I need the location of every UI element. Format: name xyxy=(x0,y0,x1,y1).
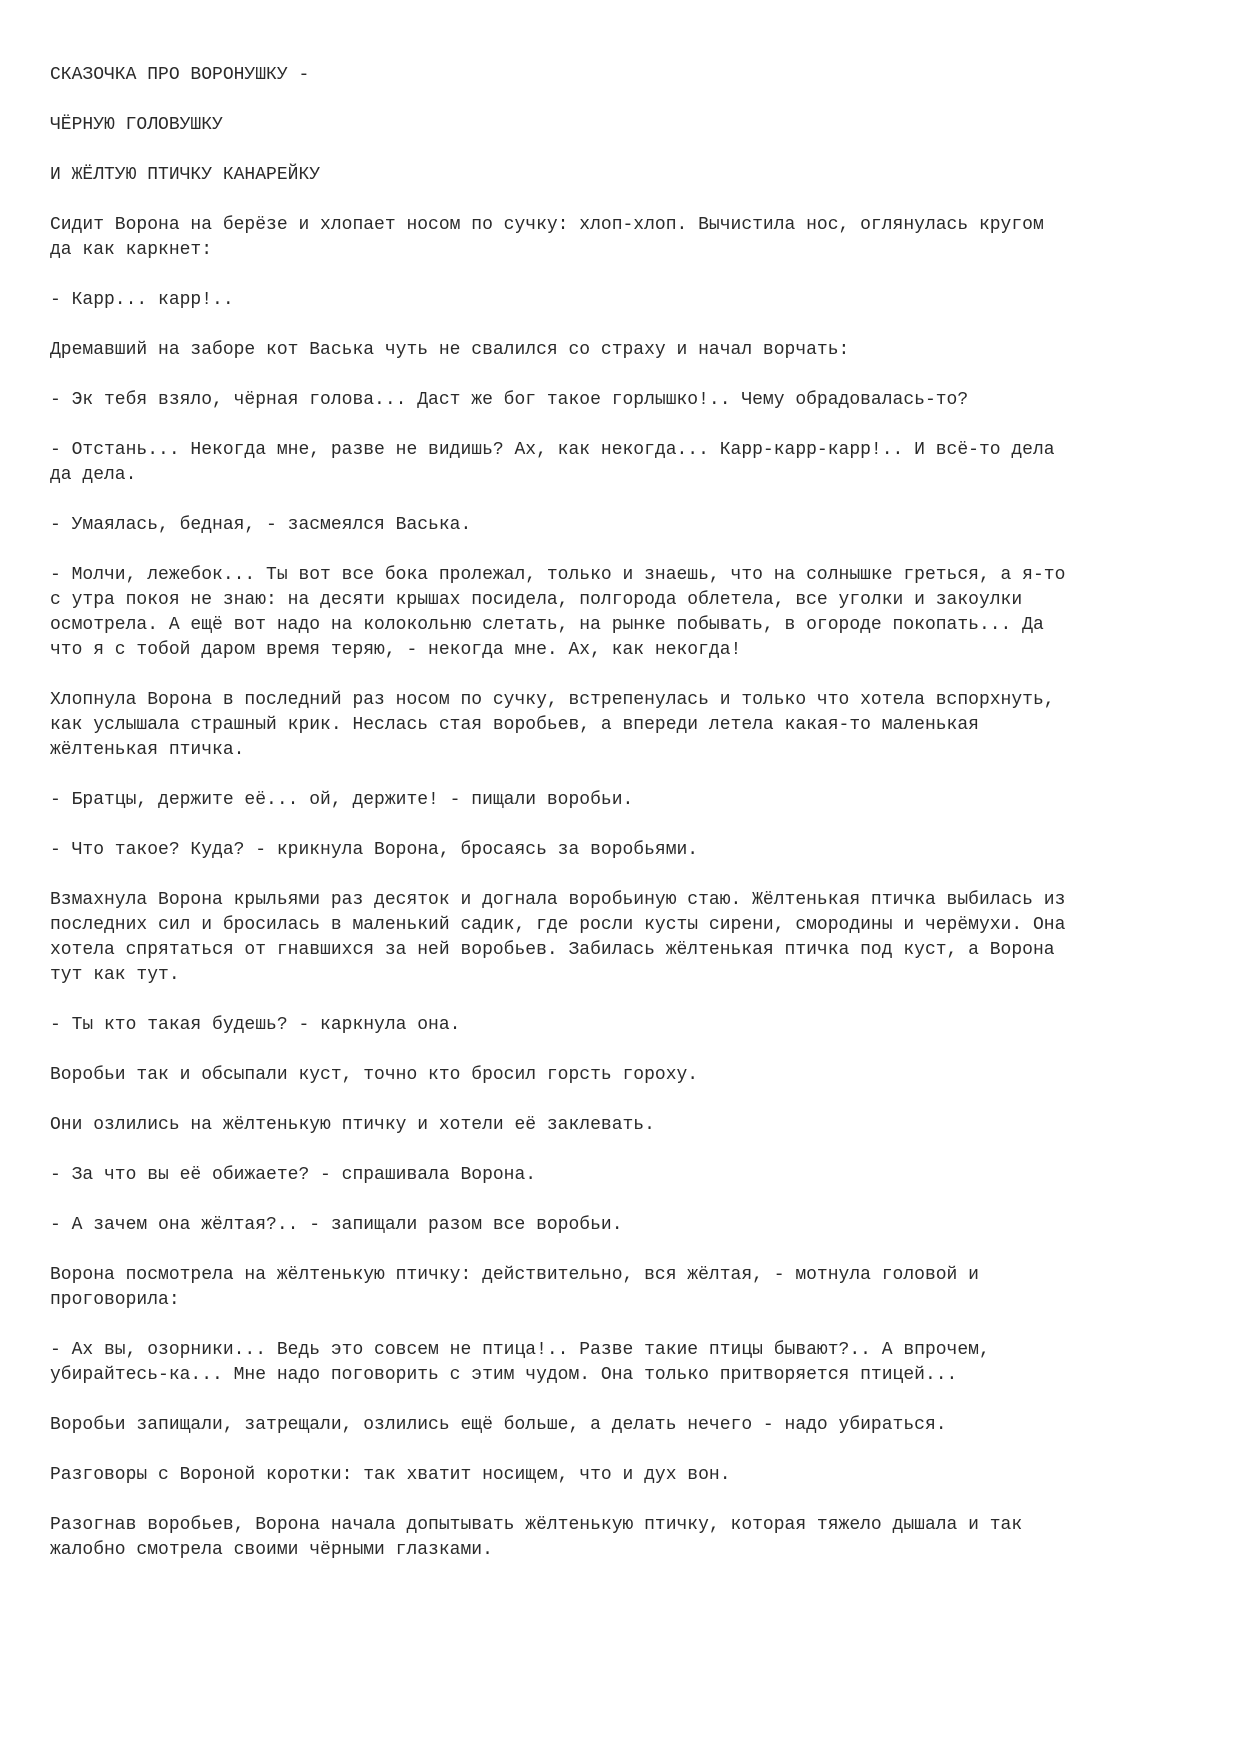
paragraph: - А зачем она жёлтая?.. - запищали разом все воробьи. xyxy=(50,1215,623,1235)
paragraph: - За что вы её обижаете? - спрашивала Ворона. xyxy=(50,1165,537,1185)
paragraph: Дремавший на заборе кот Васька чуть не свалился со страху и начал ворчать: xyxy=(50,340,850,360)
paragraph: Воробьи так и обсыпали куст, точно кто бросил горсть гороху. xyxy=(50,1065,699,1085)
paragraph: - Отстань... Некогда мне, разве не видишь? Ах, как некогда... Карр-карр-карр!.. И всё-то дела да дела. xyxy=(50,440,1055,485)
paragraph: - Что такое? Куда? - крикнула Ворона, бросаясь за воробьями. xyxy=(50,840,699,860)
paragraph: - Молчи, лежебок... Ты вот все бока пролежал, только и знаешь, что на солнышке греться, а я-то с утра покоя не знаю: на десяти крышах посидела, полгорода облетела, все уголки и закоулки осмотрела. А ещё вот надо на колокольню слетать, на рынке побывать, в огороде покопать... Да что я с тобой даром время теряю, - некогда мне. Ах, как некогда! xyxy=(50,565,1066,660)
paragraph: - Братцы, держите её... ой, держите! - пищали воробьи. xyxy=(50,790,634,810)
paragraph: Разогнав воробьев, Ворона начала допытывать жёлтенькую птичку, которая тяжело дышала и так жалобно смотрела своими чёрными глазками. xyxy=(50,1515,1023,1560)
paragraph: Воробьи запищали, затрещали, озлились ещё больше, а делать нечего - надо убираться. xyxy=(50,1415,947,1435)
title-line-3: И ЖЁЛТУЮ ПТИЧКУ КАНАРЕЙКУ xyxy=(50,165,321,185)
title-line-2: ЧЁРНУЮ ГОЛОВУШКУ xyxy=(50,115,223,135)
story-title xyxy=(50,63,1202,188)
paragraph: - Эк тебя взяло, чёрная голова... Даст же бог такое горлышко!.. Чему обрадовалась-то? xyxy=(50,390,969,410)
story-body xyxy=(50,213,1202,1563)
paragraph: Ворона посмотрела на жёлтенькую птичку: действительно, вся жёлтая, - мотнула головой и проговорила: xyxy=(50,1265,979,1310)
paragraph: Сидит Ворона на берёзе и хлопает носом по сучку: хлоп-хлоп. Вычистила нос, оглянулась кругом да как каркнет: xyxy=(50,215,1044,260)
paragraph: Хлопнула Ворона в последний раз носом по сучку, встрепенулась и только что хотела вспорхнуть, как услышала страшный крик. Неслась стая воробьев, а впереди летела какая-то маленькая жёлтенькая птичка. xyxy=(50,690,1055,760)
paragraph: - Ах вы, озорники... Ведь это совсем не птица!.. Разве такие птицы бывают?.. А впрочем, убирайтесь-ка... Мне надо поговорить с этим чудом. Она только притворяется птицей... xyxy=(50,1340,990,1385)
title-line-1: СКАЗОЧКА ПРО ВОРОНУШКУ - xyxy=(50,65,310,85)
paragraph: Взмахнула Ворона крыльями раз десяток и догнала воробьиную стаю. Жёлтенькая птичка выбилась из последних сил и бросилась в маленький садик, где росли кусты сирени, смородины и черёмухи. Она хотела спрятаться от гнавшихся за ней воробьев. Забилась жёлтенькая птичка под куст, а Ворона тут как тут. xyxy=(50,890,1066,985)
paragraph: Разговоры с Вороной коротки: так хватит носищем, что и дух вон. xyxy=(50,1465,731,1485)
paragraph: Они озлились на жёлтенькую птичку и хотели её заклевать. xyxy=(50,1115,655,1135)
paragraph: - Умаялась, бедная, - засмеялся Васька. xyxy=(50,515,472,535)
paragraph: - Ты кто такая будешь? - каркнула она. xyxy=(50,1015,461,1035)
paragraph: - Карр... карр!.. xyxy=(50,290,234,310)
